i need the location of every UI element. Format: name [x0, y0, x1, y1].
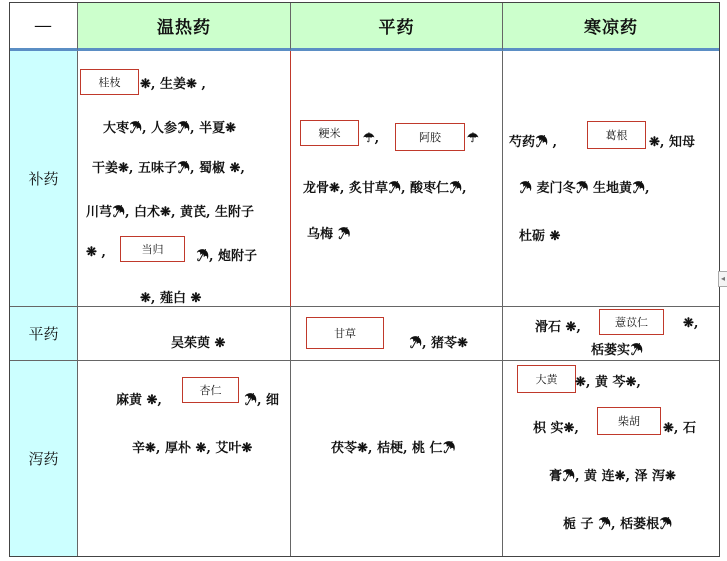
herb-line: 麻黄 ❋, — [116, 393, 162, 408]
herb-line: 龙骨❋, 炙甘草☂, 酸枣仁☂, — [303, 181, 467, 196]
herb-box: 当归 — [120, 236, 185, 262]
herb-box: 甘草 — [306, 317, 384, 349]
herb-line: ❋, 生姜❋ , — [140, 77, 206, 92]
cell-neutral-neutral — [291, 307, 503, 361]
herb-box: 薏苡仁 — [599, 309, 664, 335]
cell-neutral-cold — [503, 307, 719, 361]
herb-line: ☂, 细 — [244, 393, 280, 408]
cell-tonic-cold — [503, 51, 719, 307]
cell-tonic-neutral — [291, 51, 503, 307]
header-warm — [78, 3, 291, 51]
cell-neutral-warm — [78, 307, 291, 361]
cell-purge-warm — [78, 361, 291, 556]
herb-line: ❋, 知母 — [649, 135, 695, 150]
row-label-neutral-text: 平药 — [28, 325, 59, 343]
herb-line: ☂, 炮附子 — [196, 249, 258, 264]
row-label-purge — [10, 361, 78, 556]
herb-line: 膏☂, 黄 连❋, 泽 泻❋ — [549, 469, 676, 484]
cell-tonic-warm — [78, 51, 291, 307]
herb-line: ❋, 黄 芩❋, — [575, 375, 641, 390]
cell-purge-neutral — [291, 361, 503, 556]
herb-line: 杜砺 ❋ — [519, 229, 561, 244]
herb-line: 栝蒌实☂ — [591, 343, 644, 358]
herb-line: ☂ 麦门冬☂ 生地黄☂, — [519, 181, 650, 196]
herb-box: 柴胡 — [597, 407, 661, 435]
herb-line: 吴茱萸 ❋ — [171, 336, 226, 351]
herb-line: 大枣☂, 人参☂, 半夏❋ — [103, 121, 236, 136]
header-cold-label: 寒凉药 — [584, 18, 638, 38]
herb-line: 芍药☂ , — [509, 135, 558, 150]
herb-line: ❋, 薤白 ❋ — [140, 291, 202, 306]
cell-purge-cold — [503, 361, 719, 556]
herb-line: 辛❋, 厚朴 ❋, 艾叶❋ — [132, 441, 253, 456]
header-neutral — [291, 3, 503, 51]
herb-box: 大黄 — [517, 365, 576, 393]
herb-table — [9, 2, 720, 557]
row-label-tonic-text: 补药 — [28, 170, 59, 188]
header-warm-label: 温热药 — [157, 18, 211, 38]
herb-line: ❋, — [683, 316, 699, 331]
herb-line: ☂, — [363, 131, 380, 146]
row-label-tonic — [10, 51, 78, 307]
herb-line: ☂, 猪苓❋ — [409, 336, 468, 351]
row-label-purge-text: 泻药 — [28, 450, 59, 468]
herb-box: 阿胶 — [395, 123, 465, 151]
herb-line: 茯苓❋, 桔梗, 桃 仁☂ — [331, 441, 456, 456]
herb-box: 桂枝 — [80, 69, 139, 95]
herb-line: 干姜❋, 五味子☂, 蜀椒 ❋, — [92, 161, 245, 176]
herb-line: 滑石 ❋, — [535, 320, 581, 335]
herb-line: ❋ , — [86, 245, 106, 260]
herb-line: 枳 实❋, — [533, 421, 579, 436]
header-cold — [503, 3, 719, 51]
herb-box: 葛根 — [587, 121, 646, 149]
corner-dash: — — [34, 15, 53, 36]
header-corner — [10, 3, 78, 51]
herb-line: ☂ — [467, 131, 479, 146]
herb-line: 栀 子 ☂, 栝蒌根☂ — [563, 517, 673, 532]
header-neutral-label: 平药 — [378, 18, 415, 38]
herb-box: 粳米 — [300, 120, 359, 146]
herb-line: 乌梅 ☂ — [307, 227, 351, 242]
scroll-handle-icon[interactable]: ◂ — [718, 271, 727, 287]
herb-line: ❋, 石 — [663, 421, 696, 436]
herb-box: 杏仁 — [182, 377, 239, 403]
herb-line: 川芎☂, 白术❋, 黄芪, 生附子 — [86, 205, 255, 220]
row-label-neutral — [10, 307, 78, 361]
